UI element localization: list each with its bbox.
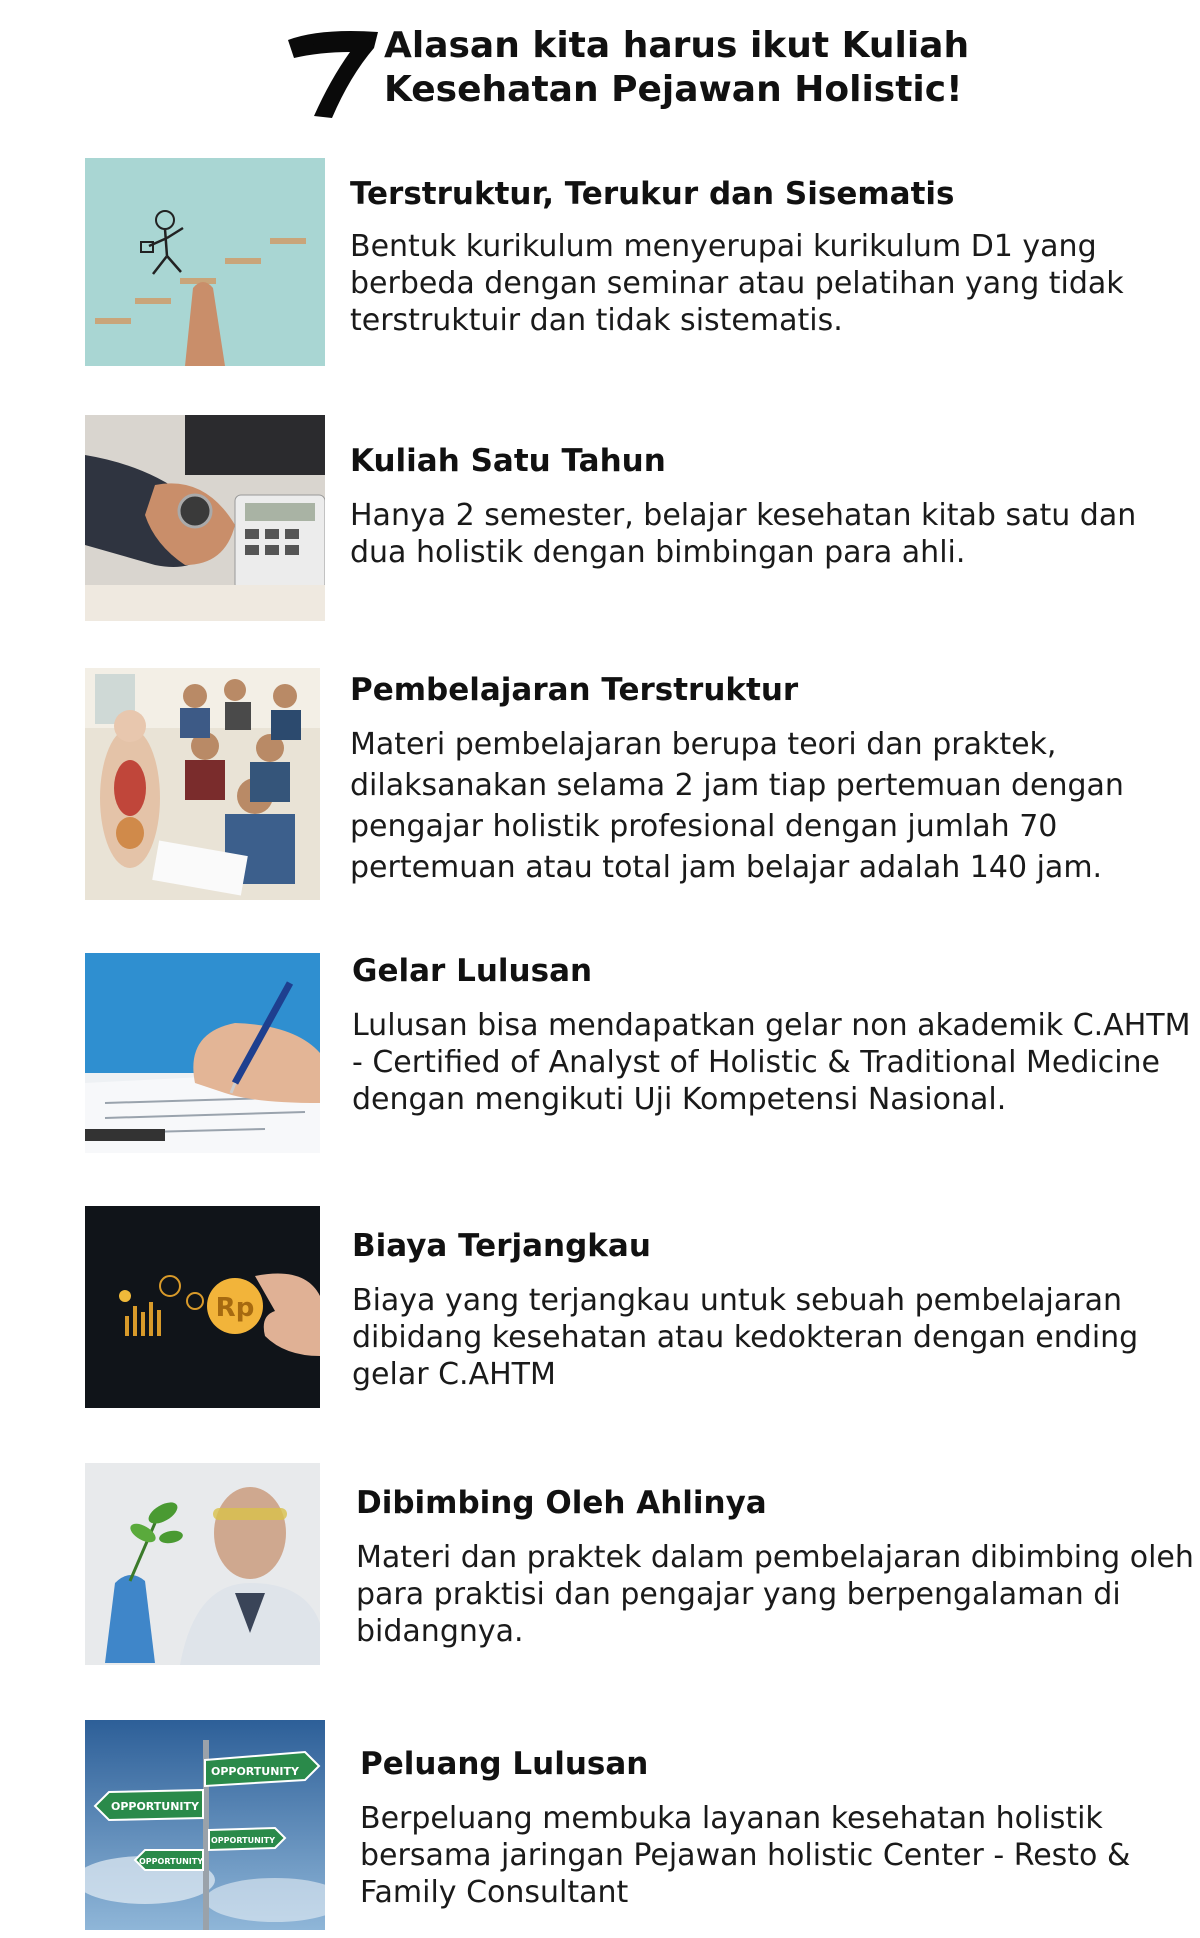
reason-desc-7: Berpeluang membuka layanan kesehatan holistik bersama jaringan Pejawan holistic Center - Resto & Family Consultant	[360, 1801, 1131, 1910]
reason-title-2: Kuliah Satu Tahun	[350, 443, 666, 479]
reason-item-3	[0, 668, 1200, 904]
sign-label-4: OPPORTUNITY	[138, 1857, 204, 1866]
reason-title-7: Peluang Lulusan	[360, 1746, 649, 1782]
classroom-anatomy-image	[85, 668, 320, 900]
reason-item-5	[0, 1206, 1200, 1416]
reason-item-1	[0, 158, 1200, 368]
reason-desc-6: Materi dan praktek dalam pembelajaran dibimbing oleh para praktisi dan pengajar yang berpengalaman di bidangnya.	[356, 1540, 1194, 1649]
rupiah-coin-image	[85, 1206, 320, 1408]
reason-desc-4: Lulusan bisa mendapatkan gelar non akademik C.AHTM - Certified of Analyst of Holistic & Traditional Medicine dengan mengikuti Uji Kompetensi Nasional.	[352, 1008, 1191, 1117]
sign-label-2: OPPORTUNITY	[110, 1800, 200, 1813]
header	[0, 0, 1200, 140]
reason-title-6: Dibimbing Oleh Ahlinya	[356, 1485, 767, 1521]
stairs-climbing-image	[85, 158, 325, 366]
reason-desc-5: Biaya yang terjangkau untuk sebuah pembelajaran dibidang kesehatan atau kedokteran dengan ending gelar C.AHTM	[352, 1283, 1139, 1392]
signing-document-image	[85, 953, 320, 1153]
opportunity-signpost-image	[85, 1720, 325, 1930]
reason-title-3: Pembelajaran Terstruktur	[350, 672, 799, 708]
reason-title-5: Biaya Terjangkau	[352, 1228, 651, 1264]
title-line-2: Kesehatan Pejawan Holistic!	[384, 69, 963, 110]
reason-desc-2: Hanya 2 semester, belajar kesehatan kitab satu dan dua holistik dengan bimbingan para ahli.	[350, 498, 1137, 570]
rupiah-label: Rp	[215, 1293, 255, 1323]
watch-calculator-image	[85, 415, 325, 621]
title-line-1: Alasan kita harus ikut Kuliah	[384, 25, 970, 66]
reason-item-6	[0, 1463, 1200, 1673]
reason-desc-1: Bentuk kurikulum menyerupai kurikulum D1 yang berbeda dengan seminar atau pelatihan yang tidak terstruktuir dan tidak sistematis.	[350, 229, 1124, 338]
reason-item-2	[0, 415, 1200, 625]
scientist-plant-image	[85, 1463, 320, 1665]
number-seven-graphic	[280, 18, 390, 128]
reason-title-4: Gelar Lulusan	[352, 953, 593, 989]
reason-item-7	[0, 1720, 1200, 1935]
sign-label-1: OPPORTUNITY	[210, 1765, 300, 1778]
reason-desc-3: Materi pembelajaran berupa teori dan praktek, dilaksanakan selama 2 jam tiap pertemuan dengan pengajar holistik profesional dengan jumlah 70 pertemuan atau total jam belajar adalah 140 jam.	[350, 727, 1124, 885]
page-title	[384, 24, 969, 112]
sign-label-3: OPPORTUNITY	[210, 1836, 276, 1845]
reason-item-4	[0, 953, 1200, 1163]
reason-title-1: Terstruktur, Terukur dan Sisematis	[350, 176, 955, 212]
